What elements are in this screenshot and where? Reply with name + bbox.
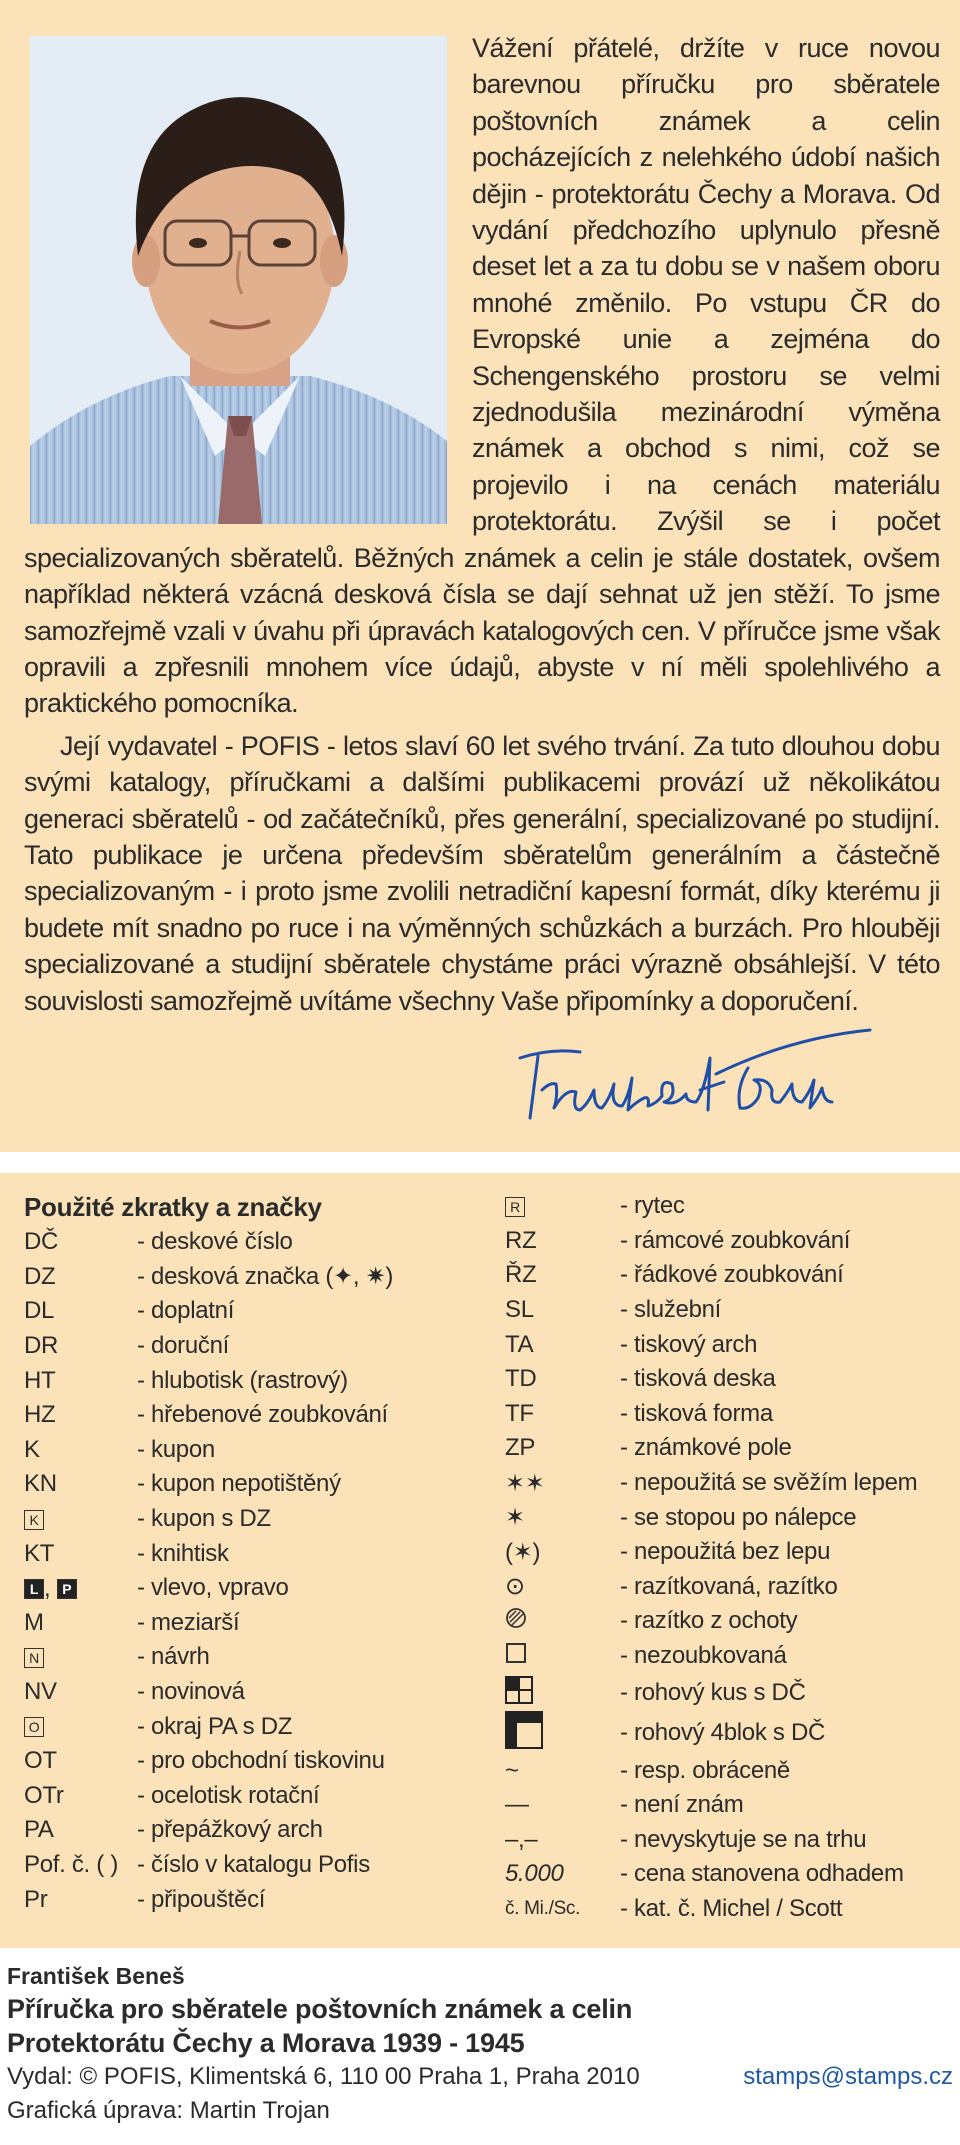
abbreviation-key: TD	[505, 1365, 537, 1393]
abbreviation-meaning: - nepoužitá bez lepu	[620, 1538, 831, 1566]
abbreviation-row	[24, 1260, 494, 1295]
abbreviation-key: HT	[24, 1366, 56, 1394]
abbreviation-key	[24, 1505, 137, 1533]
abbreviation-key: DL	[24, 1297, 55, 1325]
abbreviation-key: ✶	[505, 1504, 525, 1532]
intro-paragraph-2: Její vydavatel - POFIS - letos slaví 60 let svého trvání. Za tuto dlouhou dobu svými katalogy, příručkami a dalšími publikacemi provází už několikátou generaci sběratelů - od začátečníků, přes generální, specializované po studijní. Tato publikace je určena především sběratelům generálním a částečně specializovaným - i proto jsme zvolili netradiční kapesní formát, díky kterému ji budete mít snadno po ruce i na výměnných schůzkách a burzách. Pro hlouběji specializované a studijní sběratele chystáme práci výrazně obsáhlejší. V této souvislosti samozřejmě uvítáme všechny Vaše připomínky a doporučení.	[24, 730, 940, 1016]
abbreviation-key: OT	[24, 1747, 57, 1775]
abbreviation-row	[505, 1788, 945, 1823]
abbreviation-meaning: - řádkové zoubkování	[620, 1261, 844, 1289]
abbreviation-row	[505, 1639, 945, 1674]
abbreviation-meaning: - vlevo, vpravo	[137, 1574, 289, 1602]
abbreviation-meaning: - návrh	[137, 1643, 210, 1671]
intro-paragraph-1: Vážení přátelé, držíte v ruce novou barevnou příručku pro sběratele poštovních známek a celin pocházejících z nelehkého údobí našich dějin - protektorátu Čechy a Morava. Od vydání předchozího uplynulo přesně deset let a za tu dobu se v našem oboru mnohé změnilo. Po vstupu ČR do Evropské unie a zejména do Schengenského prostoru se velmi zjednodušila mezinárodní výměna známek a obchod s nimi, což se projevilo i na cenách materiálu protektorátu. Zvýšil se i počet specializovaných sběratelů. Běžných známek a celin je stále dostatek, ovšem například některá vzácná desková čísla se dají sehnat už jen stěží. To jsme samozřejmě vzali v úvahu při úpravách katalogových cen. V příručce jsme však opravili a zpřesnili mnohem více údajů, abyste v ní měli spolehlivého a praktického pomocníka.	[24, 33, 940, 719]
boxed-n-icon: N	[24, 1648, 44, 1668]
abbreviation-row	[505, 1753, 945, 1788]
abbreviation-meaning: - není znám	[620, 1791, 744, 1819]
abbreviation-row	[505, 1857, 945, 1892]
abbreviation-row	[24, 1779, 494, 1814]
contact-email-link[interactable]: stamps@stamps.cz	[743, 2063, 953, 2090]
abbreviation-key: M	[24, 1608, 44, 1636]
abbreviation-row	[505, 1604, 945, 1639]
abbreviation-meaning: - tiskový arch	[620, 1330, 758, 1358]
abbreviation-meaning: - kupon	[137, 1435, 215, 1463]
abbreviation-row	[24, 1433, 494, 1468]
abbreviation-meaning: - desková značka (✦, ✷)	[137, 1263, 394, 1291]
abbreviation-row	[505, 1673, 945, 1713]
publisher-info: Vydal: © POFIS, Klimentská 6, 110 00 Praha 1, Praha 2010	[7, 2063, 640, 2090]
abbreviation-row	[505, 1823, 945, 1858]
abbreviation-row	[24, 1606, 494, 1641]
abbreviation-meaning: - hlubotisk (rastrový)	[137, 1366, 348, 1394]
abbreviation-key	[505, 1711, 620, 1756]
abbreviation-meaning: - tisková deska	[620, 1365, 776, 1393]
abbreviation-meaning: - ocelotisk rotační	[137, 1781, 320, 1809]
abbreviation-row	[505, 1397, 945, 1432]
abbreviation-key: Pof. č. ( )	[24, 1850, 119, 1878]
abbreviation-key: OTr	[24, 1781, 64, 1809]
abbreviation-key	[505, 1607, 620, 1636]
book-title-line-2: Protektorátu Čechy a Morava 1939 - 1945	[7, 2028, 525, 2058]
abbreviation-row	[24, 1882, 494, 1917]
colophon	[7, 1960, 953, 2128]
abbreviation-row	[505, 1293, 945, 1328]
abbreviation-row	[24, 1329, 494, 1364]
abbreviation-meaning: - cena stanovena odhadem	[620, 1860, 904, 1888]
abbreviation-row	[505, 1258, 945, 1293]
abbreviation-key: TA	[505, 1330, 534, 1358]
abbreviation-meaning: - knihtisk	[137, 1539, 229, 1567]
abbreviation-key: DZ	[24, 1262, 56, 1290]
abbreviation-row	[24, 1675, 494, 1710]
abbreviation-key: DR	[24, 1332, 59, 1360]
boxed-o-icon: O	[24, 1717, 44, 1737]
abbreviation-meaning: - resp. obráceně	[620, 1756, 790, 1784]
abbreviation-row	[24, 1294, 494, 1329]
abbreviation-key	[505, 1192, 620, 1220]
abbreviation-key: PA	[24, 1816, 54, 1844]
graphic-design-credit: Grafická úprava: Martin Trojan	[7, 2097, 330, 2124]
filled-lp-icon: L , P	[24, 1575, 77, 1603]
abbreviation-meaning: - doplatní	[137, 1297, 235, 1325]
abbreviation-row	[505, 1224, 945, 1259]
abbreviation-meaning: - nevyskytuje se na trhu	[620, 1825, 867, 1853]
hatched-circle-icon	[505, 1607, 527, 1629]
abbreviation-row	[505, 1570, 945, 1605]
abbreviation-meaning: - známkové pole	[620, 1434, 792, 1462]
abbreviation-key: NV	[24, 1678, 57, 1706]
abbreviation-row	[24, 1225, 494, 1260]
abbreviation-row	[24, 1640, 494, 1675]
abbreviation-meaning: - připouštěcí	[137, 1885, 266, 1913]
corner-piece-icon	[505, 1676, 533, 1704]
abbreviations-right-column	[505, 1189, 945, 1926]
abbreviation-row	[505, 1535, 945, 1570]
author-portrait-image	[30, 36, 447, 524]
abbreviation-row	[505, 1466, 945, 1501]
abbreviation-row	[24, 1536, 494, 1571]
abbreviation-key: 5.000	[505, 1860, 564, 1888]
abbreviation-key: DČ	[24, 1228, 59, 1256]
abbreviation-meaning: - nepoužitá se svěžím lepem	[620, 1469, 918, 1497]
abbreviation-meaning: - kat. č. Michel / Scott	[620, 1894, 843, 1922]
abbreviation-key: (✶)	[505, 1538, 541, 1566]
abbreviation-meaning: - rámcové zoubkování	[620, 1226, 851, 1254]
abbreviation-meaning: - nezoubkovaná	[620, 1642, 787, 1670]
abbreviation-row	[24, 1571, 494, 1606]
author-photo	[30, 36, 447, 524]
abbreviation-key: RZ	[505, 1226, 537, 1254]
intro-text	[0, 0, 960, 1019]
abbreviation-row	[505, 1892, 945, 1927]
corner-block-icon	[505, 1711, 543, 1749]
abbreviations-panel	[0, 1173, 960, 1948]
abbreviation-meaning: - rytec	[620, 1192, 685, 1220]
abbreviation-row	[505, 1431, 945, 1466]
abbreviations-left-column	[24, 1189, 494, 1917]
abbreviations-title: Použité zkratky a značky	[24, 1191, 322, 1222]
abbreviation-key: Pr	[24, 1885, 48, 1913]
abbreviation-key: HZ	[24, 1401, 56, 1429]
abbreviation-key	[505, 1642, 620, 1671]
abbreviation-meaning: - přepážkový arch	[137, 1816, 323, 1844]
book-title-line-1: Příručka pro sběratele poštovních známek a celin	[7, 1994, 633, 2024]
abbreviation-key	[24, 1643, 137, 1671]
abbreviation-meaning: - rohový 4blok s DČ	[620, 1719, 826, 1747]
abbreviation-row	[24, 1398, 494, 1433]
boxed-k-icon: K	[24, 1510, 44, 1530]
abbreviation-row	[24, 1744, 494, 1779]
abbreviation-meaning: - tisková forma	[620, 1399, 773, 1427]
abbreviation-meaning: - kupon nepotištěný	[137, 1470, 341, 1498]
abbreviation-meaning: - deskové číslo	[137, 1228, 293, 1256]
abbreviation-key: ŘZ	[505, 1261, 537, 1289]
abbreviation-meaning: - hřebenové zoubkování	[137, 1401, 388, 1429]
abbreviation-key: ✶✶	[505, 1469, 545, 1497]
abbreviation-row	[505, 1362, 945, 1397]
abbreviation-key: K	[24, 1435, 40, 1463]
abbreviation-row	[24, 1813, 494, 1848]
abbreviation-row	[505, 1189, 945, 1224]
abbreviation-key: –,–	[505, 1825, 538, 1853]
signature-image	[510, 1018, 910, 1148]
abbreviation-meaning: - meziarší	[137, 1608, 240, 1636]
abbreviation-row	[24, 1709, 494, 1744]
abbreviation-meaning: - doruční	[137, 1332, 230, 1360]
abbreviation-meaning: - novinová	[137, 1678, 245, 1706]
abbreviation-key: SL	[505, 1296, 534, 1324]
abbreviation-row	[24, 1502, 494, 1537]
abbreviation-meaning: - se stopou po nálepce	[620, 1503, 857, 1531]
abbreviation-row	[505, 1500, 945, 1535]
abbreviation-meaning: - pro obchodní tiskovinu	[137, 1747, 385, 1775]
abbreviation-row	[24, 1363, 494, 1398]
square-icon	[505, 1642, 527, 1664]
abbreviation-key: KN	[24, 1470, 57, 1498]
abbreviation-meaning: - služební	[620, 1296, 722, 1324]
abbreviation-key	[505, 1676, 620, 1711]
abbreviation-meaning: - razítko z ochoty	[620, 1607, 798, 1635]
abbreviation-meaning: - číslo v katalogu Pofis	[137, 1850, 370, 1878]
abbreviation-row	[505, 1327, 945, 1362]
abbreviation-row	[24, 1467, 494, 1502]
abbreviation-key: č. Mi./Sc.	[505, 1897, 581, 1919]
abbreviation-key	[24, 1713, 137, 1741]
abbreviation-key: ~	[505, 1756, 519, 1784]
abbreviation-meaning: - razítkovaná, razítko	[620, 1572, 838, 1600]
abbreviation-key: TF	[505, 1399, 534, 1427]
abbreviation-key: KT	[24, 1539, 55, 1567]
abbreviation-row	[505, 1713, 945, 1753]
abbreviation-key	[24, 1573, 137, 1603]
abbreviation-key: —	[505, 1791, 529, 1819]
abbreviation-key: ZP	[505, 1434, 536, 1462]
author-name: František Beneš	[7, 1963, 185, 1989]
abbreviation-meaning: - kupon s DZ	[137, 1505, 271, 1533]
abbreviation-row	[24, 1848, 494, 1883]
abbreviation-key: ⊙	[505, 1573, 525, 1601]
boxed-r-icon: R	[505, 1197, 525, 1217]
abbreviation-meaning: - okraj PA s DZ	[137, 1712, 293, 1740]
abbreviation-meaning: - rohový kus s DČ	[620, 1679, 806, 1707]
